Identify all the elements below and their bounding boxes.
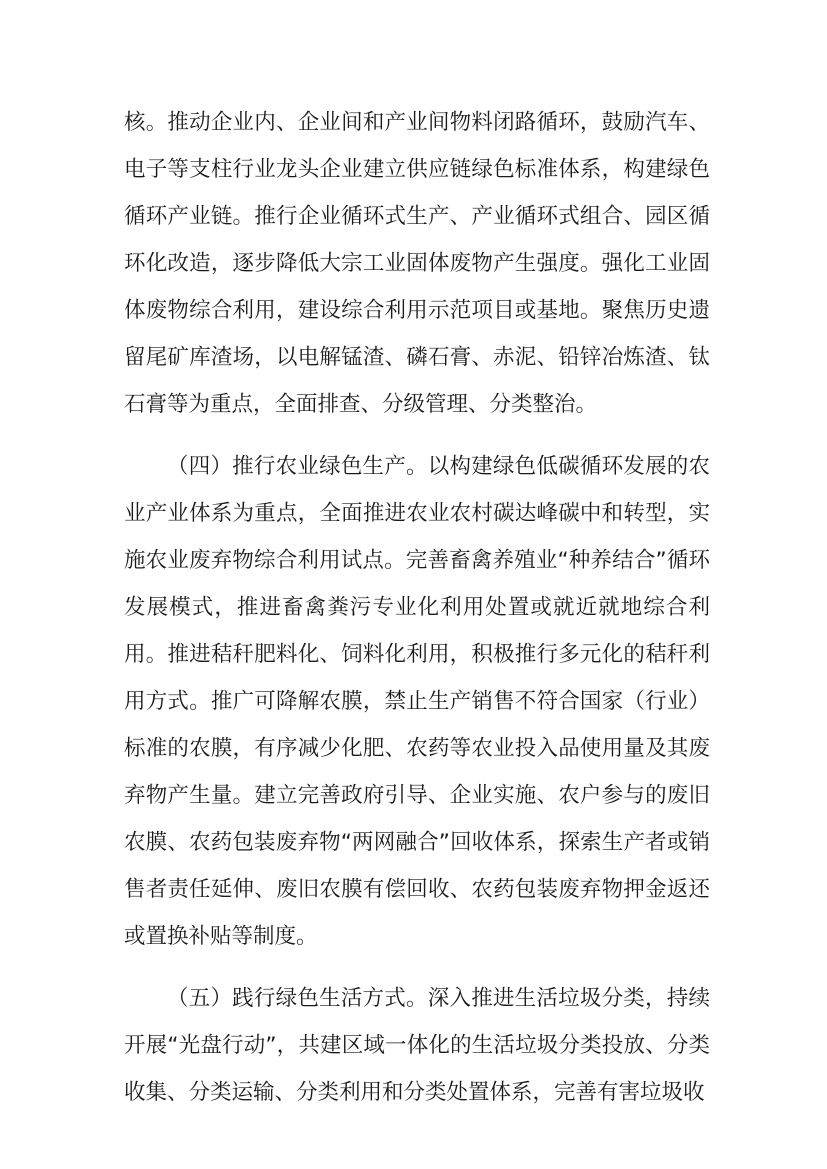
paragraph-gap: [124, 960, 710, 975]
document-body: [124, 99, 710, 1116]
paragraph-green-lifestyle: （五）践行绿色生活方式。深入推进生活垃圾分类，持续开展“光盘行动”，共建区域一体化的生活垃圾分类投放、分类收集、分类运输、分类利用和分类处置体系，完善有害垃圾收: [124, 986, 710, 1105]
paragraph-gap: [124, 428, 710, 443]
paragraph-agriculture-green-production: （四）推行农业绿色生产。以构建绿色低碳循环发展的农业产业体系为重点，全面推进农业农村碳达峰碳中和转型，实施农业废弃物综合利用试点。完善畜禽养殖业“种养结合”循环发展模式，推进畜禽粪污专业化利用处置或就近就地综合利用。推进秸秆肥料化、饲料化利用，积极推行多元化的秸秆利用方式。推广可降解农膜，禁止生产销售不符合国家（行业）标准的农膜，有序减少化肥、农药等农业投入品使用量及其废弃物产生量。建立完善政府引导、企业实施、农户参与的废旧农膜、农药包装废弃物“两网融合”回收体系，探索生产者或销售者责任延伸、废旧农膜有偿回收、农药包装废弃物押金返还或置换补贴等制度。: [124, 454, 710, 949]
paragraph-industrial-waste: 核。推动企业内、企业间和产业间物料闭路循环，鼓励汽车、电子等支柱行业龙头企业建立供应链绿色标准体系，构建绿色循环产业链。推行企业循环式生产、产业循环式组合、园区循环化改造，逐步降低大宗工业固体废物产生强度。强化工业固体废物综合利用，建设综合利用示范项目或基地。聚焦历史遗留尾矿库渣场，以电解锰渣、磷石膏、赤泥、铅锌冶炼渣、钛石膏等为重点，全面排查、分级管理、分类整治。: [124, 110, 710, 417]
